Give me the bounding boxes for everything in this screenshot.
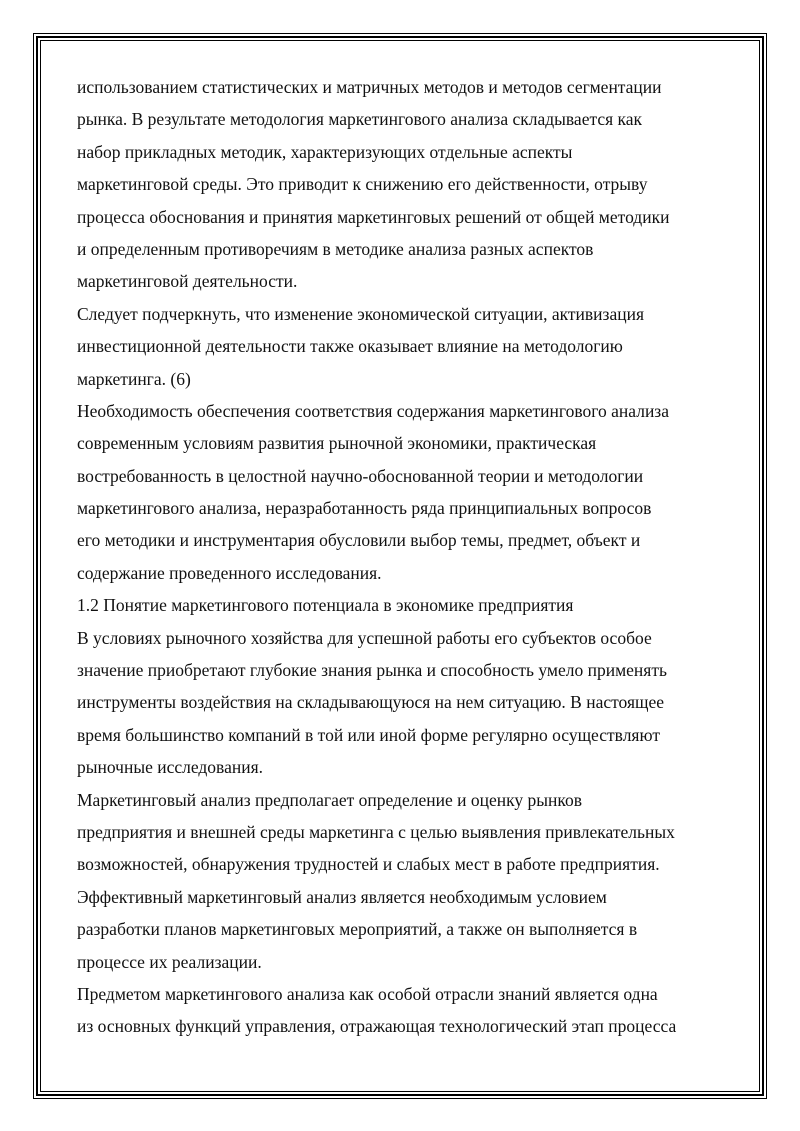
- text-line: содержание проведенного исследования.: [77, 562, 382, 583]
- text-line: маркетинга. (6): [77, 368, 191, 389]
- text-line: процесса обоснования и принятия маркетинговых решений от общей методики: [77, 206, 670, 227]
- text-line: его методики и инструментария обусловили выбор темы, предмет, объект и: [77, 530, 641, 551]
- text-line: рыночные исследования.: [77, 757, 264, 778]
- text-line: набор прикладных методик, характеризующих отдельные аспекты: [77, 141, 573, 162]
- text-line: из основных функций управления, отражающая технологический этап процесса: [77, 1016, 677, 1037]
- text-line: Следует подчеркнуть, что изменение экономической ситуации, активизация: [77, 303, 644, 324]
- text-line: инвестиционной деятельности также оказывает влияние на методологию: [77, 336, 623, 357]
- text-line: рынка. В результате методология маркетингового анализа складывается как: [77, 109, 643, 130]
- text-line: Предметом маркетингового анализа как особой отрасли знаний является одна: [77, 983, 658, 1004]
- text-line: востребованность в целостной научно-обоснованной теории и методологии: [77, 465, 644, 486]
- text-line: время большинство компаний в той или иной форме регулярно осуществляют: [77, 724, 660, 745]
- text-line: современным условиям развития рыночной экономики, практическая: [77, 433, 597, 454]
- text-line: Необходимость обеспечения соответствия содержания маркетингового анализа: [77, 400, 669, 421]
- text-line: маркетингового анализа, неразработанность ряда принципиальных вопросов: [77, 498, 652, 519]
- text-line: инструменты воздействия на складывающуюся на нем ситуацию. В настоящее: [77, 692, 665, 713]
- text-line: предприятия и внешней среды маркетинга с целью выявления привлекательных: [77, 821, 675, 842]
- section-heading: 1.2 Понятие маркетингового потенциала в экономике предприятия: [77, 595, 574, 616]
- text-line: использованием статистических и матричных методов и методов сегментации: [77, 77, 662, 97]
- text-line: разработки планов маркетинговых мероприятий, а также он выполняется в: [77, 919, 638, 940]
- text-line: значение приобретают глубокие знания рынка и способность умело применять: [77, 660, 667, 681]
- text-line: возможностей, обнаружения трудностей и слабых мест в работе предприятия.: [77, 854, 660, 875]
- text-line: Эффективный маркетинговый анализ является необходимым условием: [77, 886, 607, 907]
- text-line: маркетинговой среды. Это приводит к снижению его действенности, отрыву: [77, 174, 648, 195]
- text-line: процессе их реализации.: [77, 951, 262, 972]
- text-line: и определенным противоречиям в методике анализа разных аспектов: [77, 238, 594, 259]
- document-body: [77, 71, 737, 1043]
- text-line: В условиях рыночного хозяйства для успешной работы его субъектов особое: [77, 627, 652, 648]
- text-line: Маркетинговый анализ предполагает определение и оценку рынков: [77, 789, 582, 810]
- text-line: маркетинговой деятельности.: [77, 271, 298, 292]
